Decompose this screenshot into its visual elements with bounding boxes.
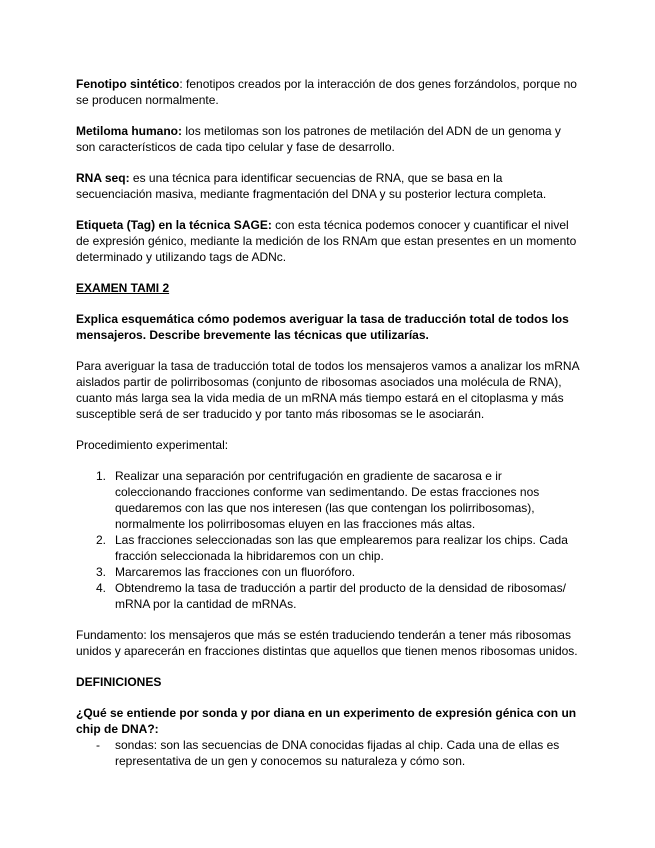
definition-term: Fenotipo sintético: [76, 77, 180, 91]
probe-target-list: [76, 737, 579, 769]
definition-fenotipo: [76, 76, 579, 108]
step-number: 3.: [96, 565, 107, 579]
step-text: Obtendremo la tasa de traducción a partir del producto de la densidad de ribosomas/ mRNA por la cantidad de mRNAs.: [115, 581, 566, 611]
step-number: 1.: [96, 469, 107, 483]
question-translation-rate: Explica esquemática cómo podemos averiguar la tasa de traducción total de todos los mensajeros. Describe brevemente las técnicas que utilizarías.: [76, 312, 569, 342]
definition-term: RNA seq:: [76, 171, 130, 185]
step-text: Marcaremos las fracciones con un fluoróforo.: [115, 565, 356, 579]
definition-text: con esta técnica podemos conocer y cuantificar el nivel de expresión génico, mediante la medición de los RNAm que estan presentes en un momento determinado y utilizando tags de ADNc.: [76, 218, 577, 264]
procedure-label: Procedimiento experimental:: [76, 438, 229, 452]
fundamento-paragraph: Fundamento: los mensajeros que más se estén traduciendo tenderán a tener más ribosomas unidos y aparecerán en fracciones distintas que aquellos que tienen menos ribosomas unidos.: [76, 628, 578, 658]
step-text: Las fracciones seleccionadas son las que emplearemos para realizar los chips. Cada fracción seleccionada la hibridaremos con un chip.: [115, 533, 568, 563]
definition-separator: :: [179, 77, 187, 91]
definition-text: fenotipos creados por la interacción de dos genes forzándolos, porque no se producen normalmente.: [76, 77, 577, 107]
definition-text: los metilomas son los patrones de metilación del ADN de un genoma y son característicos de cada tipo celular y fase de desarrollo.: [76, 124, 561, 154]
definition-rna-seq: [76, 170, 579, 202]
definition-text: es una técnica para identificar secuencias de RNA, que se basa en la secuenciación masiva, mediante fragmentación del DNA y su posterior lectura completa.: [76, 171, 547, 201]
procedure-steps: [76, 468, 579, 612]
definition-term: Etiqueta (Tag) en la técnica SAGE:: [76, 218, 272, 232]
question-probe-target: ¿Qué se entiende por sonda y por diana en un experimento de expresión génica con un chip de DNA?:: [76, 706, 577, 736]
list-item: [76, 737, 579, 769]
definitions-heading: DEFINICIONES: [76, 675, 162, 689]
definition-sage-tag: [76, 217, 579, 265]
document-content: [76, 76, 579, 769]
exam-heading: EXAMEN TAMI 2: [76, 281, 170, 295]
procedure-step: [76, 580, 579, 612]
procedure-step: [76, 532, 579, 564]
definition-metiloma: [76, 123, 579, 155]
definition-term: Metiloma humano:: [76, 124, 183, 138]
dash-bullet: -: [96, 738, 100, 752]
procedure-step: [76, 468, 579, 532]
step-number: 2.: [96, 533, 107, 547]
procedure-step: [76, 564, 579, 580]
list-item-text: sondas: son las secuencias de DNA conocidas fijadas al chip. Cada una de ellas es representativa de un gen y conocemos su naturaleza y cómo son.: [115, 738, 560, 768]
step-number: 4.: [96, 581, 107, 595]
answer-intro: Para averiguar la tasa de traducción total de todos los mensajeros vamos a analizar los mRNA aislados partir de polirribosomas (conjunto de ribosomas asociados una molécula de RNA), cuanto más larga sea la vida media de un mRNA más tiempo estará en el citoplasma y más susceptible será de ser traducido y por tanto más ribosomas se le asociarán.: [76, 359, 579, 421]
step-text: Realizar una separación por centrifugación en gradiente de sacarosa e ir coleccionando fracciones conforme van sedimentando. De estas fracciones nos quedaremos con las que nos interesen (las que contengan los polirribosomas), normalmente los polirribosomas eluyen en las fracciones más altas.: [115, 469, 540, 531]
